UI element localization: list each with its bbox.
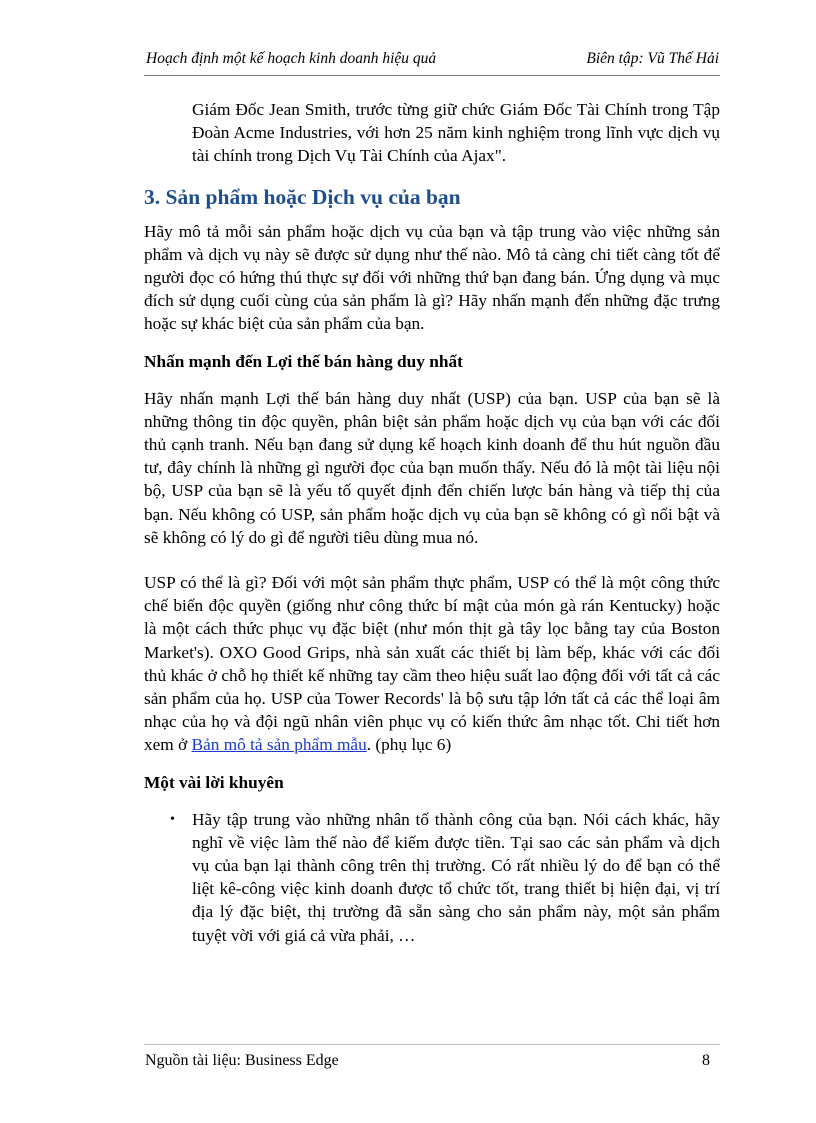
section-heading: 3. Sản phẩm hoặc Dịch vụ của bạn	[144, 184, 461, 209]
spacer	[144, 549, 720, 571]
footer-source: Nguồn tài liệu: Business Edge	[145, 1052, 339, 1069]
header-title: Hoạch định một kế hoạch kinh doanh hiệu quả	[146, 50, 437, 67]
tips-list	[144, 808, 720, 947]
bullet-icon: •	[170, 811, 175, 827]
header-divider	[144, 75, 720, 76]
usp-paragraph-2-suffix: . (phụ lục 6)	[366, 735, 452, 755]
page-footer	[145, 1052, 710, 1074]
usp-paragraph-1: Hãy nhấn mạnh Lợi thế bán hàng duy nhất (USP) của bạn. USP của bạn sẽ là những thông tin độc quyền, phân biệt sản phẩm hoặc dịch vụ của bạn với các đối thủ cạnh tranh. Nếu bạn đang sử dụng kế hoạch kinh doanh để thu hút nguồn đầu tư, đây chính là những gì người đọc của bạn muốn thấy. Nếu đó là một tài liệu nội bộ, USP của bạn sẽ là yếu tố quyết định đến chiến lược bán hàng và tiếp thị của bạn. Nếu không có USP, sản phẩm hoặc dịch vụ của bạn sẽ không có gì nổi bật và sẽ không có lý do gì để người tiêu dùng mua nó.	[144, 388, 720, 547]
intro-paragraph: Giám Đốc Jean Smith, trước từng giữ chức Giám Đốc Tài Chính trong Tập Đoàn Acme Industries, với hơn 25 năm kinh nghiệm trong lĩnh vực dịch vụ tài chính trong Dịch Vụ Tài Chính của Ajax".	[192, 100, 720, 166]
page-number: 8	[702, 1052, 710, 1069]
usp-paragraph-2-text: USP có thể là gì? Đối với một sản phẩm thực phẩm, USP có thể là một công thức chế biến độc quyền (giống như công thức bí mật của món gà rán Kentucky) hoặc là một cách thức phục vụ đặc biệt (như món thịt gà tây lọc bằng tay của Boston Market's). OXO Good Grips, nhà sản xuất các thiết bị làm bếp, khác với các đối thủ khác ở chỗ họ thiết kế những tay cầm theo hiệu suất lao động đối với tất cả các sản phẩm của họ. USP của Tower Records' là bộ sưu tập lớn tất cả các thể loại âm nhạc của họ và đội ngũ nhân viên phục vụ có kiến thức âm nhạc tốt. Chi tiết hơn xem ở	[144, 573, 720, 755]
page-header	[146, 50, 719, 72]
footer-divider	[144, 1044, 720, 1045]
tips-heading: Một vài lời khuyên	[144, 772, 284, 792]
section-paragraph: Hãy mô tả mỗi sản phẩm hoặc dịch vụ của bạn và tập trung vào việc những sản phẩm và dịch vụ này sẽ được sử dụng như thế nào. Mô tả càng chi tiết càng tốt để người đọc có hứng thú thực sự đối với những thứ bạn đang bán. Ứng dụng và mục đích sử dụng cuối cùng của sản phẩm là gì? Hãy nhấn mạnh đến những đặc trưng hoặc sự khác biệt của sản phẩm của bạn.	[144, 221, 720, 334]
sample-description-link[interactable]: Bản mô tả sản phẩm mẫu	[191, 735, 367, 755]
usp-paragraph-2	[144, 571, 720, 757]
usp-heading: Nhấn mạnh đến Lợi thế bán hàng duy nhất	[144, 351, 463, 371]
list-item	[144, 808, 720, 947]
page-content	[144, 98, 720, 947]
header-editor: Biên tập: Vũ Thế Hải	[586, 50, 719, 67]
tip-text: Hãy tập trung vào những nhân tố thành công của bạn. Nói cách khác, hãy nghĩ về việc làm thế nào để kiếm được tiền. Tại sao các sản phẩm và dịch vụ của bạn lại thành công trên thị trường. Có rất nhiều lý do để bạn có thể liệt kê-công việc kinh doanh được tổ chức tốt, trang thiết bị hiện đại, vị trí địa lý đặc biệt, thị trường đã sẵn sàng cho sản phẩm này, một sản phẩm tuyệt vời với giá cả vừa phải, …	[192, 809, 720, 945]
